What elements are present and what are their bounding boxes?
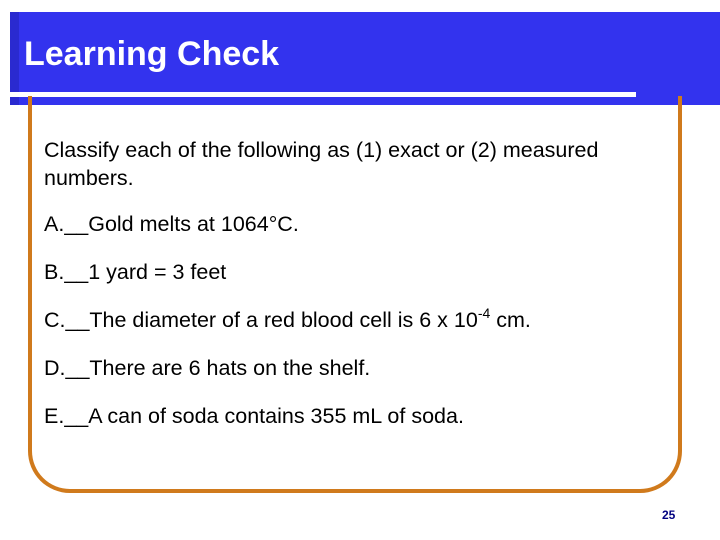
- item-a: A.__Gold melts at 1064°C.: [44, 212, 299, 236]
- item-d: D.__There are 6 hats on the shelf.: [44, 356, 371, 380]
- item-c: [44, 306, 674, 334]
- slide-title: Learning Check: [24, 35, 280, 73]
- item-c-text: C.__The diameter of a red blood cell is 6 x 10: [44, 308, 478, 332]
- page-number: 25: [662, 508, 676, 522]
- intro-text: Classify each of the following as (1) exact or (2) measured numbers.: [44, 138, 599, 190]
- item-c-exponent: -4: [477, 304, 491, 321]
- slide-content: [44, 136, 674, 450]
- item-c-unit: cm.: [490, 308, 531, 332]
- item-e: E.__A can of soda contains 355 mL of soda.: [44, 404, 464, 428]
- item-b: B.__1 yard = 3 feet: [44, 260, 227, 284]
